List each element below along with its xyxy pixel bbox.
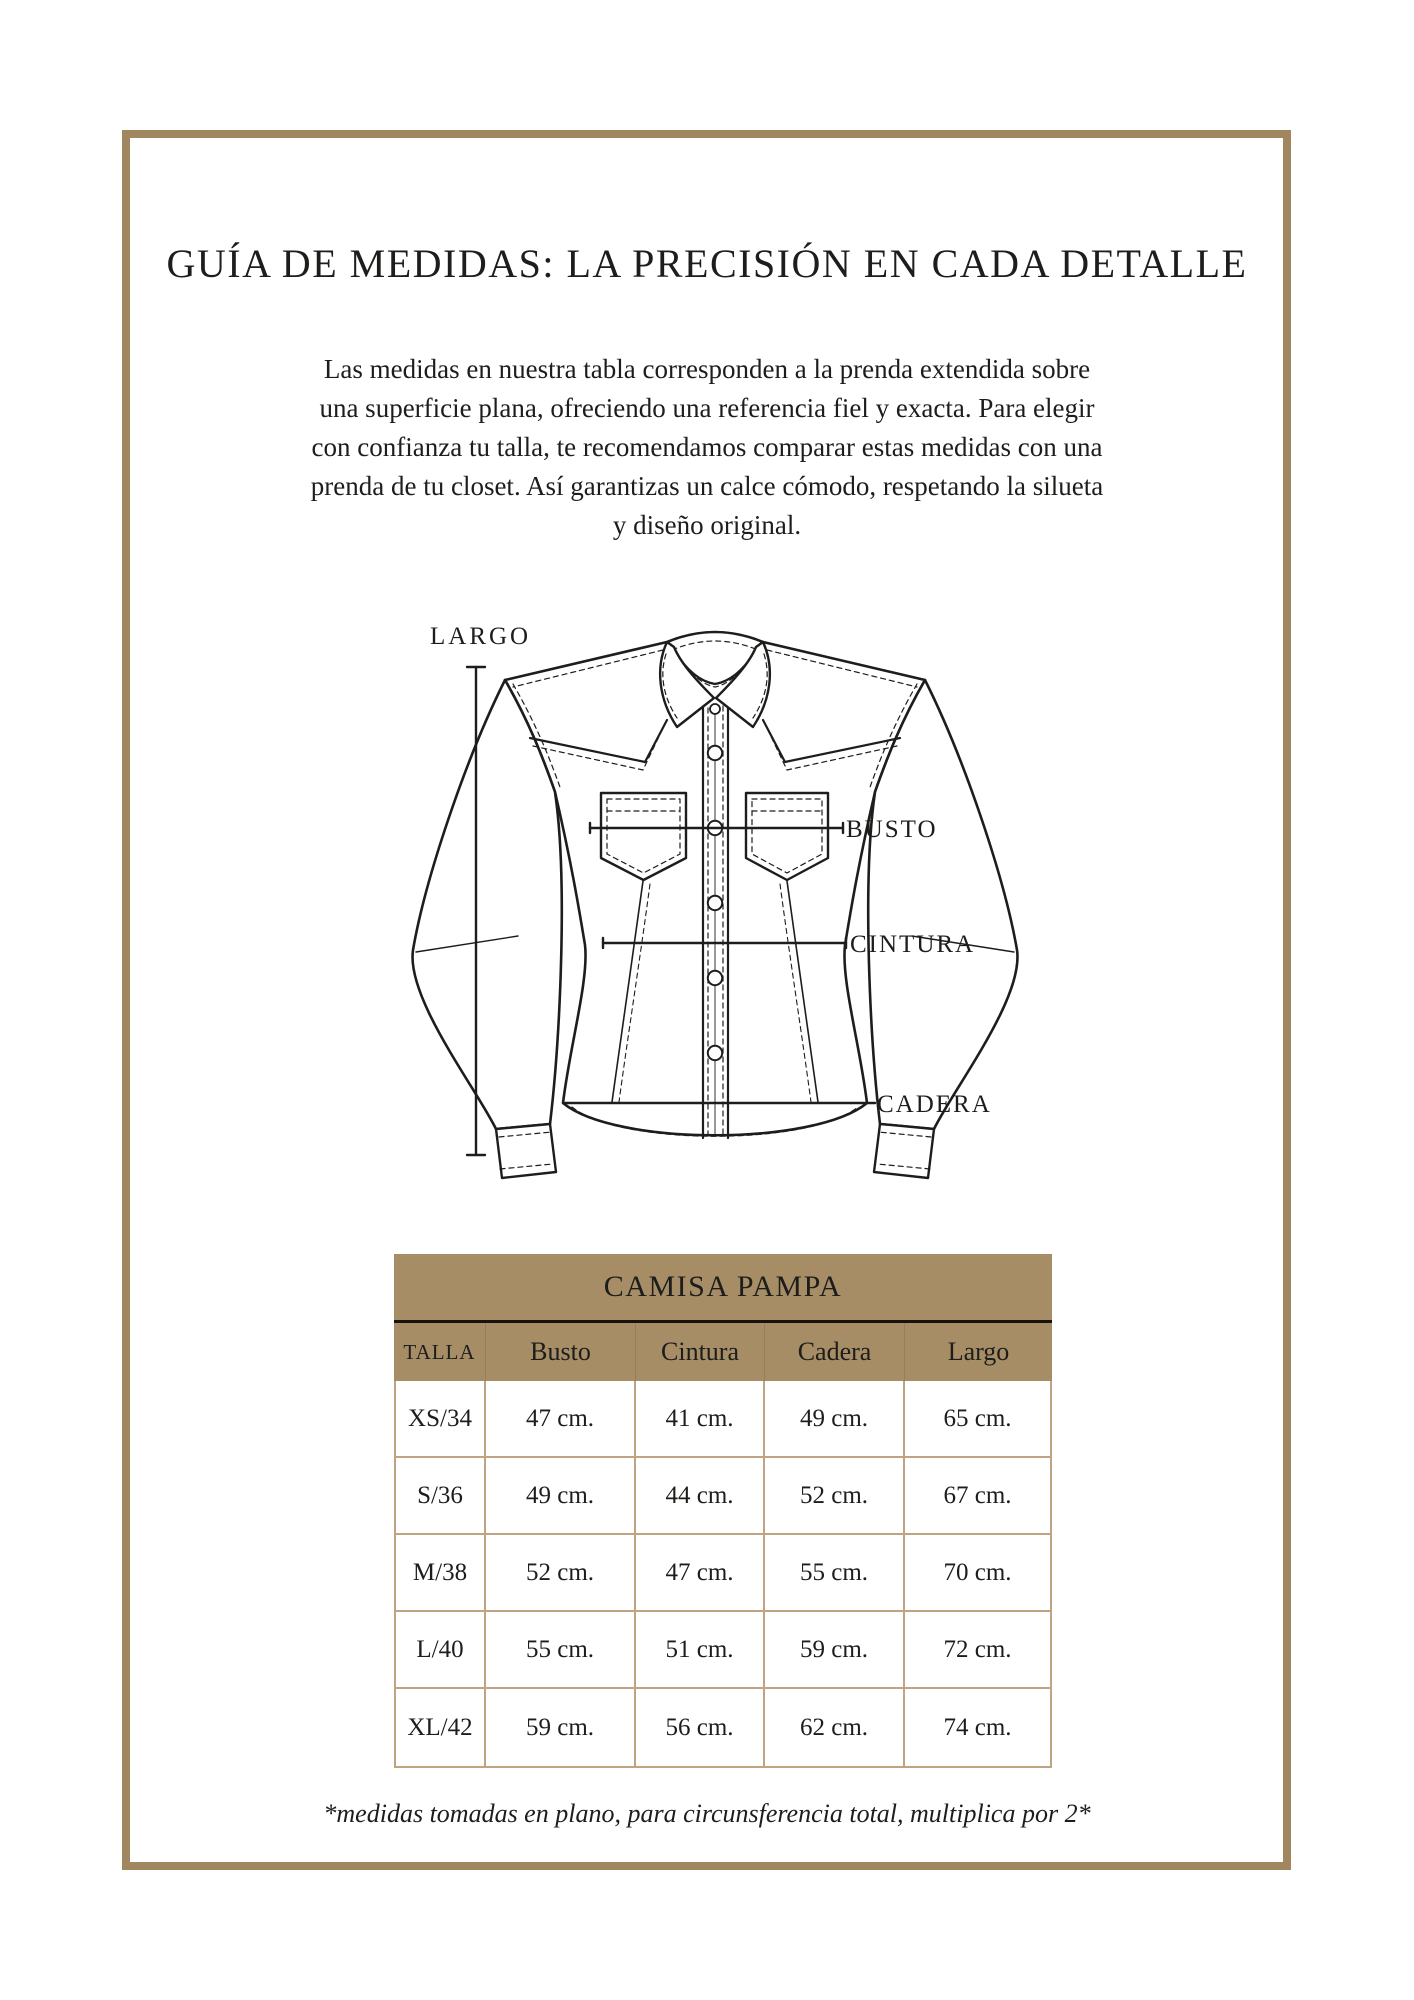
column-header-largo: Largo	[947, 1337, 1010, 1366]
table-row-s	[396, 1458, 1050, 1535]
cell-busto: 55 cm.	[486, 1612, 636, 1687]
size-table-title: CAMISA PAMPA	[394, 1254, 1052, 1320]
table-row-xl	[396, 1689, 1050, 1766]
cell-busto: 49 cm.	[486, 1458, 636, 1533]
cell-largo: 65 cm.	[943, 1404, 1012, 1432]
table-row-l	[396, 1612, 1050, 1689]
busto-label: BUSTO	[846, 816, 938, 843]
intro-line: una superficie plana, ofreciendo una referencia fiel y exacta. Para elegir	[319, 393, 1095, 423]
cell-largo: 72 cm.	[943, 1635, 1012, 1663]
page-title: GUÍA DE MEDIDAS: LA PRECISIÓN EN CADA DETALLE	[166, 241, 1248, 286]
table-row-m	[396, 1535, 1050, 1612]
largo-label: LARGO	[430, 623, 532, 650]
shirt-technical-drawing	[380, 580, 1040, 1180]
cell-cadera: 52 cm.	[765, 1458, 905, 1533]
measurement-footnote: *medidas tomadas en plano, para circunsferencia total, multiplica por 2*	[323, 1799, 1091, 1828]
cell-busto: 52 cm.	[486, 1535, 636, 1610]
cintura-label: CINTURA	[850, 931, 976, 958]
cell-talla: L/40	[396, 1612, 486, 1687]
size-table	[394, 1254, 1052, 1768]
cell-busto: 47 cm.	[486, 1381, 636, 1456]
column-header-cintura: Cintura	[636, 1323, 765, 1381]
column-header-cadera: Cadera	[765, 1323, 905, 1381]
intro-paragraph	[167, 350, 1247, 545]
column-header-busto: Busto	[486, 1323, 636, 1381]
size-table-header-row	[394, 1323, 1052, 1381]
collar-button	[710, 704, 720, 714]
size-table-body	[394, 1381, 1052, 1768]
cell-busto: 59 cm.	[486, 1689, 636, 1766]
cell-largo: 70 cm.	[943, 1558, 1012, 1586]
column-header-talla: TALLA	[394, 1323, 486, 1381]
cadera-label: CADERA	[877, 1091, 992, 1118]
cell-cadera: 55 cm.	[765, 1535, 905, 1610]
shirt-measurement-diagram	[380, 580, 1040, 1180]
cell-talla: M/38	[396, 1535, 486, 1610]
cell-cintura: 51 cm.	[636, 1612, 765, 1687]
cell-cintura: 47 cm.	[636, 1535, 765, 1610]
cell-cadera: 49 cm.	[765, 1381, 905, 1456]
intro-line: prenda de tu closet. Así garantizas un calce cómodo, respetando la silueta	[310, 471, 1104, 501]
intro-line: con confianza tu talla, te recomendamos comparar estas medidas con una	[311, 432, 1103, 462]
cell-cintura: 44 cm.	[636, 1458, 765, 1533]
intro-line: Las medidas en nuestra tabla corresponden a la prenda extendida sobre	[323, 354, 1091, 384]
cell-cadera: 59 cm.	[765, 1612, 905, 1687]
cell-talla: S/36	[396, 1458, 486, 1533]
cell-cintura: 41 cm.	[636, 1381, 765, 1456]
table-row-xs	[396, 1381, 1050, 1458]
cell-largo: 67 cm.	[943, 1481, 1012, 1509]
cell-talla: XL/42	[396, 1689, 486, 1766]
cell-largo: 74 cm.	[943, 1713, 1012, 1741]
intro-line: y diseño original.	[612, 510, 802, 540]
cell-cintura: 56 cm.	[636, 1689, 765, 1766]
cell-talla: XS/34	[396, 1381, 486, 1456]
cell-cadera: 62 cm.	[765, 1689, 905, 1766]
